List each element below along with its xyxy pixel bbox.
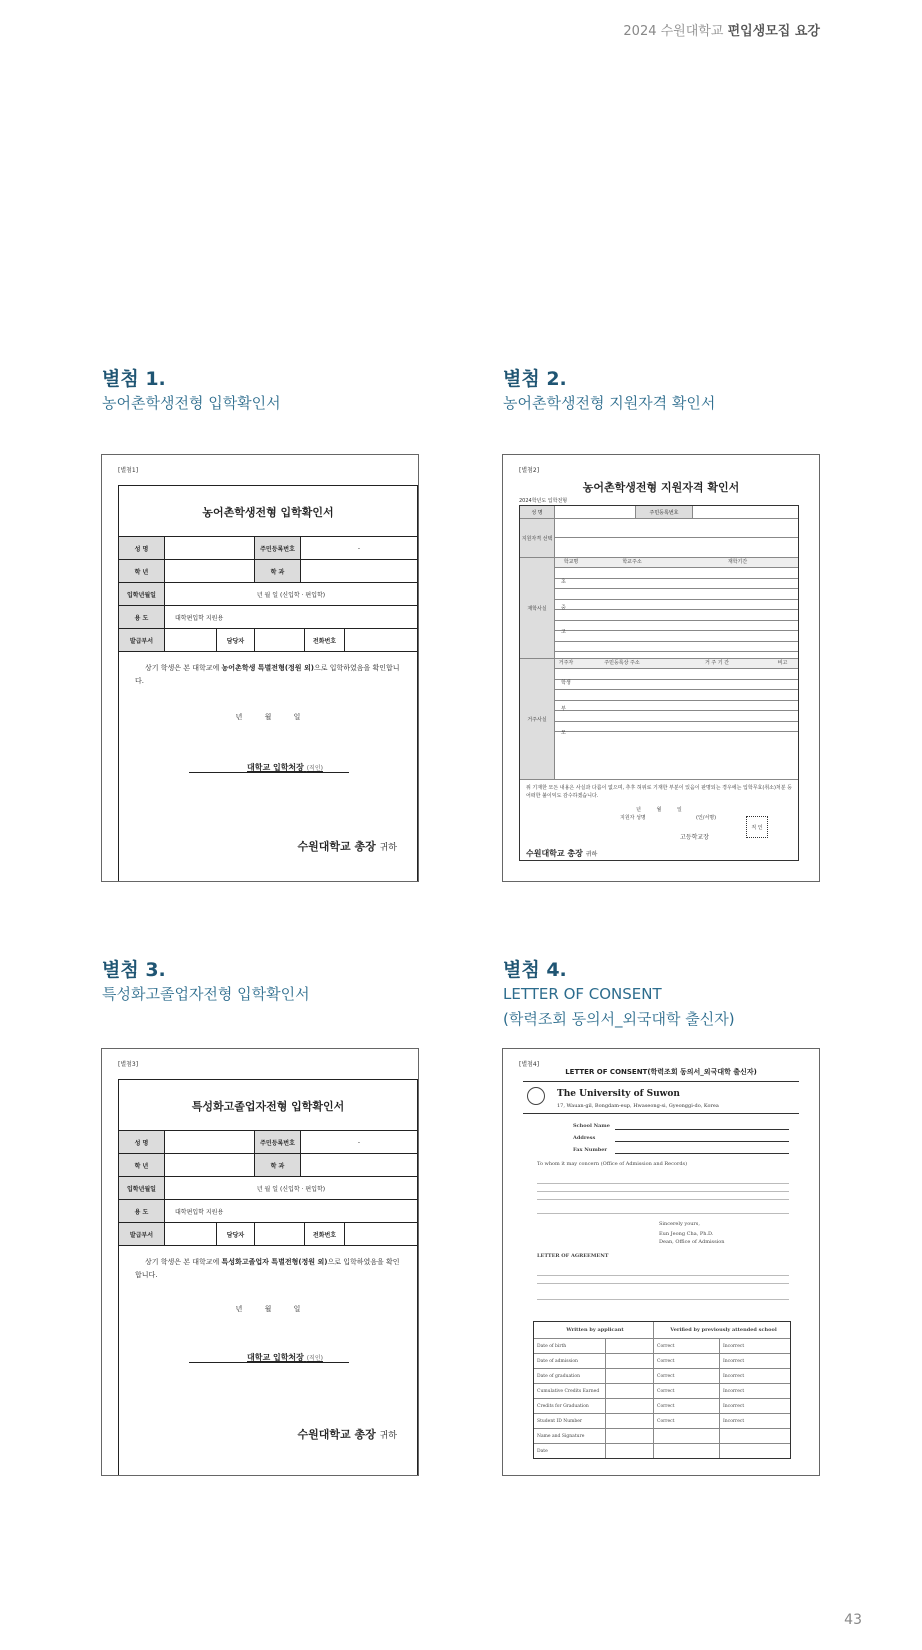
label-name: 성 명 <box>520 506 555 518</box>
signer-office: Dean, Office of Admission <box>659 1239 725 1245</box>
form-tag: [별첨4] <box>519 1061 540 1068</box>
form-tag: [별첨3] <box>118 1061 139 1068</box>
university-address: 17, Wauan-gil, Bongdam-eup, Hwaseong-si, Gyeonggi-do, Korea <box>557 1103 719 1109</box>
label-mother: 모 <box>561 730 566 736</box>
rrn-value: - <box>357 544 361 552</box>
title-rule <box>523 1081 799 1082</box>
label-phone: 전화번호 <box>305 1223 345 1245</box>
attachment-3-form <box>101 1048 419 1476</box>
date-line: 년 월 일 <box>235 713 301 721</box>
label-admit: 입학년월일 <box>119 1177 165 1199</box>
salutation: To whom it may concern (Office of Admission and Records) <box>537 1161 688 1167</box>
form-year: 2024학년도 입학전형 <box>519 498 568 504</box>
attachment-3-title: 특성화고졸업자전형 입학확인서 <box>102 985 310 1003</box>
attachment-2-number: 별첨 2. <box>503 368 567 390</box>
president-addressee: 수원대학교 총장 귀하 <box>297 1428 397 1441</box>
attachment-4-subtitle: (학력조회 동의서_외국대학 출신자) <box>503 1010 735 1028</box>
label-officer: 담당자 <box>217 1223 255 1245</box>
form-title: 특성화고졸업자전형 입학확인서 <box>191 1100 345 1113</box>
col-note: 비고 <box>777 660 788 666</box>
address-label: Address <box>573 1135 596 1141</box>
closing: Sincerely yours, <box>659 1221 700 1227</box>
label-name: 성 명 <box>119 1131 165 1153</box>
col-school: 학교명 <box>563 559 579 565</box>
confirmation-text: 위 기재한 모든 내용은 사실과 다름이 없으며, 추후 허위로 기재한 부분이 있음이 판명되는 경우에는 입학무효(취소)처분 등 어떠한 불이익도 감수하겠습니다. <box>526 785 793 799</box>
attachment-1-form <box>101 454 419 882</box>
col-school: Verified by previously attended school <box>670 1327 777 1333</box>
agreement-heading: LETTER OF AGREEMENT <box>537 1253 609 1259</box>
rrn-value: - <box>357 1138 361 1146</box>
eligibility-grid <box>519 505 799 861</box>
col-address: 학교주소 <box>622 559 642 565</box>
label-father: 부 <box>561 706 566 712</box>
label-high: 고 <box>561 629 566 635</box>
attachment-1-title: 농어촌학생전형 입학확인서 <box>102 394 281 412</box>
col-res-address: 주민등록상 주소 <box>604 660 640 666</box>
use-value: 대학편입학 지원용 <box>175 614 224 622</box>
confirmation-text: 상기 학생은 본 대학교에 농어촌학생 특별전형(정원 외)으로 입학하였음을 확인합니다. <box>135 664 400 685</box>
attachment-4-form <box>502 1048 820 1476</box>
label-use: 용 도 <box>119 606 165 628</box>
label-rrn: 주민등록번호 <box>255 537 301 559</box>
form-tag: [별첨1] <box>118 467 139 474</box>
running-header <box>623 20 820 39</box>
admit-value: 년 월 일 (신입학 · 편입학) <box>256 1185 326 1193</box>
school-name-label: School Name <box>573 1123 610 1129</box>
label-phone: 전화번호 <box>305 629 345 651</box>
date-line: 년 월 일 <box>636 807 682 813</box>
label-issuer: 발급부서 <box>119 629 165 651</box>
label-middle: 중 <box>561 605 566 611</box>
label-name: 성 명 <box>119 537 165 559</box>
label-rrn: 주민등록번호 <box>636 506 693 518</box>
attachment-2-title: 농어촌학생전형 지원자격 확인서 <box>503 394 716 412</box>
university-seal-icon <box>527 1087 545 1105</box>
use-value: 대학편입학 지원용 <box>175 1208 224 1216</box>
form-frame <box>118 1079 418 1476</box>
label-issuer: 발급부서 <box>119 1223 165 1245</box>
verification-table: Written by applicant Verified by previously attended school Date of birth Correct Incorrect Date of admission Correct Incorrect Date of graduation Correct Incorrect Cumulative Credits Earned Correct Incorrect Credits for Graduation Correct Incorrect Student ID Number Correct Incorrect Name and Signature Date <box>533 1321 791 1459</box>
sign-label: (인/서명) <box>696 815 717 821</box>
president-addressee: 수원대학교 총장 귀하 <box>297 840 397 853</box>
fax-label: Fax Number <box>573 1147 608 1153</box>
label-dept: 학 과 <box>255 560 301 582</box>
header-year-univ: 2024 수원대학교 <box>623 24 724 39</box>
section-qualification: 지원자격 선택 <box>520 519 555 557</box>
date-line: 년 월 일 <box>235 1305 301 1313</box>
col-period: 재학기간 <box>727 559 748 565</box>
official-seal-box: 직 인 <box>746 816 768 838</box>
university-name: The University of Suwon <box>557 1089 680 1099</box>
form-title: LETTER OF CONSENT(학력조회 동의서_외국대학 출신자) <box>565 1068 757 1076</box>
attachment-1-number: 별첨 1. <box>102 368 166 390</box>
confirmation-text: 상기 학생은 본 대학교에 특성화고졸업자 특별전형(정원 외)으로 입학하였음을 확인합니다. <box>135 1258 400 1279</box>
label-dept: 학 과 <box>255 1154 301 1176</box>
attachment-3-number: 별첨 3. <box>102 959 166 981</box>
form-tag: [별첨2] <box>519 467 540 474</box>
label-grade: 학 년 <box>119 1154 165 1176</box>
page-number: 43 <box>844 1612 862 1628</box>
form-title: 농어촌학생전형 지원자격 확인서 <box>582 481 740 494</box>
addressee: 수원대학교 총장 귀하 <box>526 849 598 858</box>
label-admit: 입학년월일 <box>119 583 165 605</box>
principal-label: 고등학교장 <box>680 834 709 841</box>
label-student: 학생 <box>561 680 571 686</box>
attachment-4-title: LETTER OF CONSENT <box>503 985 662 1003</box>
label-elementary: 초 <box>561 579 566 585</box>
header-rule <box>523 1113 799 1114</box>
seal-text: 대학교 입학처장 (직인) <box>247 763 323 772</box>
label-grade: 학 년 <box>119 560 165 582</box>
label-officer: 담당자 <box>217 629 255 651</box>
label-use: 용 도 <box>119 1200 165 1222</box>
attachment-4-number: 별첨 4. <box>503 959 567 981</box>
section-residence: 거주사실 <box>520 659 555 779</box>
col-resident: 거주자 <box>558 660 574 666</box>
section-school: 재학사실 <box>520 558 555 658</box>
attachment-2-form <box>502 454 820 882</box>
form-frame <box>118 485 418 882</box>
col-applicant: Written by applicant <box>534 1322 654 1338</box>
seal-text: 대학교 입학처장 (직인) <box>247 1353 323 1362</box>
form-title: 농어촌학생전형 입학확인서 <box>202 506 334 519</box>
applicant-label: 지원자 성명 <box>620 815 646 821</box>
label-rrn: 주민등록번호 <box>255 1131 301 1153</box>
col-res-period: 거 주 기 간 <box>704 660 730 666</box>
header-title: 편입생모집 요강 <box>727 24 820 39</box>
admit-value: 년 월 일 (신입학 · 편입학) <box>256 591 326 599</box>
signer-name: Eun Jeong Cha, Ph.D. <box>659 1231 714 1237</box>
